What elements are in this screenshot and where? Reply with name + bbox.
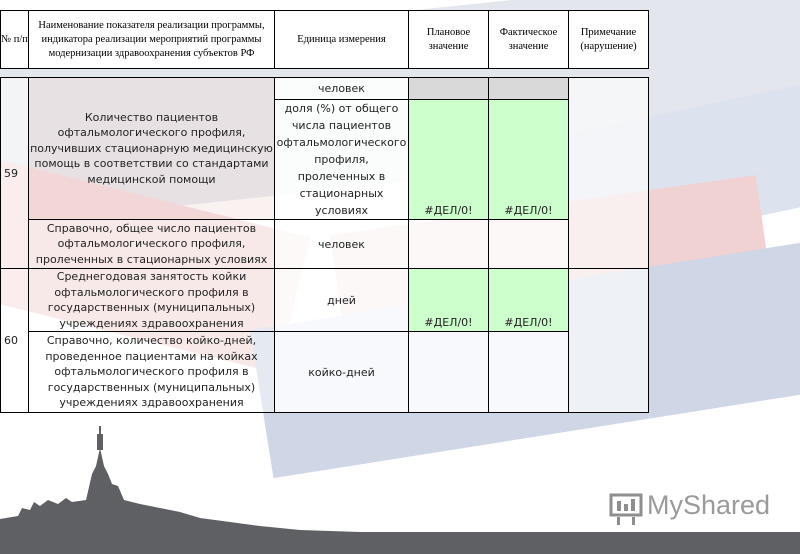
header-table: [0, 10, 649, 69]
reference-name: Справочно, общее число пациентов офтальмологического профиля, пролеченных в стационарных условиях: [29, 220, 275, 269]
unit-cell: доля (%) от общего числа пациентов офтальмологического профиля, пролеченных в стационарных условиях: [275, 100, 409, 220]
table-row: [1, 220, 649, 269]
header-num: № п/п: [1, 11, 29, 69]
planned-cell: [409, 332, 489, 413]
unit-cell: человек: [275, 220, 409, 269]
header-note: Примечание (нарушение): [569, 11, 649, 69]
table-row: [1, 78, 649, 100]
presentation-board-icon: [608, 492, 644, 526]
table-row: [1, 332, 649, 413]
header-actual: Фактическое значение: [489, 11, 569, 69]
header-planned: Плановое значение: [409, 11, 489, 69]
planned-cell: [409, 220, 489, 269]
actual-cell: [489, 332, 569, 413]
logo-text: MyShared: [647, 490, 771, 520]
note-cell: [569, 269, 649, 413]
header-name: Наименование показателя реализации программы, индикатора реализации мероприятий программы модернизации здравоохранения субъектов РФ: [29, 11, 275, 69]
planned-value: #ДЕЛ/0!: [409, 100, 489, 220]
reference-name: Справочно, количество койко-дней, проведенное пациентами на койках офтальмологического профиля в государственных (муниципальных) учреждениях здравоохранения: [29, 332, 275, 413]
planned-value: #ДЕЛ/0!: [409, 269, 489, 332]
actual-value: #ДЕЛ/0!: [489, 100, 569, 220]
actual-cell: [489, 220, 569, 269]
actual-value: #ДЕЛ/0!: [489, 269, 569, 332]
row-number: 60: [1, 269, 29, 413]
actual-cell: [489, 78, 569, 100]
indicator-name: Количество пациентов офтальмологического профиля, получивших стационарную медицинскую помощь в соответствии со стандартами медицинской помощи: [29, 78, 275, 220]
unit-cell: койко-дней: [275, 332, 409, 413]
unit-cell: человек: [275, 78, 409, 100]
planned-cell: [409, 78, 489, 100]
indicator-name: Среднегодовая занятость койки офтальмологического профиля в государственных (муниципальных) учреждениях здравоохранения: [29, 269, 275, 332]
table-row: [1, 269, 649, 332]
indicators-table: [0, 77, 649, 413]
note-cell: [569, 78, 649, 269]
city-skyline-image: [0, 414, 800, 554]
header-unit: Единица измерения: [275, 11, 409, 69]
row-number: 59: [1, 78, 29, 269]
unit-cell: дней: [275, 269, 409, 332]
